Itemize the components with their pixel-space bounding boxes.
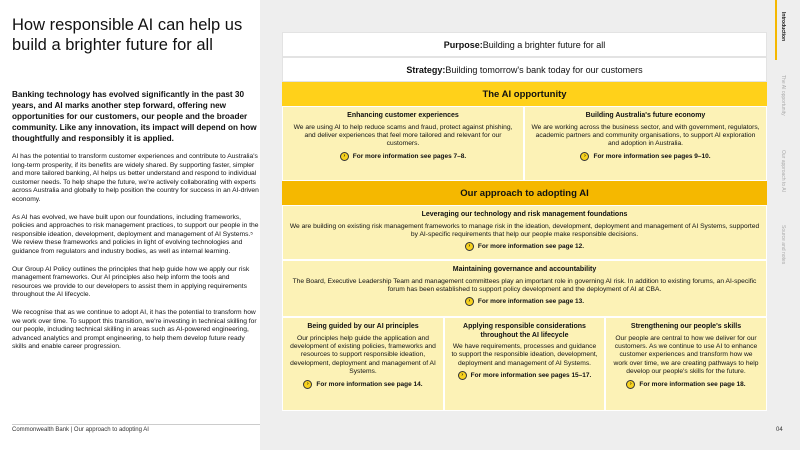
more-info-link[interactable] — [289, 297, 760, 306]
opportunity-card — [282, 106, 524, 181]
more-info-text: For more information see pages 9–10. — [593, 152, 711, 160]
card-title: Leveraging our technology and risk management foundations — [421, 211, 628, 218]
purpose-label: Purpose: — [443, 39, 483, 50]
more-info-text: For more information see page 12. — [477, 243, 585, 251]
body-paragraph: We recognise that as we continue to adopt AI, it has the potential to transform how we work over time. To support this transition, we're investing in technical skilling for our people, including technical skilling in areas such as AI-powered engineering, advanced analytics and prompt engineering, to help them develop future ready skills and enable career progression. — [12, 308, 257, 351]
lifecycle-card — [444, 317, 605, 411]
card-body: The Board, Executive Leadership Team and management committees play an important role in governing AI risk. In addition to existing forums, an AI-specific forum has been established to support policy development and the deployment of AI at CBA. — [292, 277, 757, 293]
governance-card — [282, 260, 767, 317]
card-title: Building Australia's future economy — [585, 112, 706, 119]
strategy-text: Building tomorrow's bank today for our customers — [445, 64, 643, 75]
tab-source-notes[interactable]: Source and notes — [780, 225, 786, 265]
tab-approach[interactable]: Our approach to AI — [780, 150, 786, 192]
more-info-text: For more information see pages 15–17. — [470, 372, 592, 380]
tab-introduction[interactable]: Introduction — [780, 12, 786, 42]
purpose-text: Building a brighter future for all — [482, 39, 606, 50]
body-paragraph: As AI has evolved, we have built upon our foundations, including frameworks, policies and approaches to risk management practices, to support our people in the responsible ideation, development, deployment and management of AI Systems.⁵ We review these frameworks and policies in light of evolving technologies and guidance from regulators and industry bodies, as well as internal learning. — [12, 213, 259, 255]
lead-paragraph: Banking technology has evolved significantly in the past 30 years, and AI marks another step forward, offering new opportunities for our customers, our people and the broader community. Like any innovation, its impact will depend on how thoughtfully and responsibly it is applied. — [12, 90, 257, 143]
opportunity-heading: The AI opportunity — [282, 82, 767, 106]
section-tabs — [775, 0, 800, 300]
left-column — [12, 0, 260, 352]
more-info-link[interactable] — [612, 380, 760, 389]
card-body: Our people are central to how we deliver for our customers. As we continue to use AI to enhance customer experiences and transform how we work over time, we are creating pathways to help develop our people's skills for the future. — [613, 334, 759, 376]
foundations-card — [282, 205, 767, 260]
body-paragraph: Our Group AI Policy outlines the principles that help guide how we apply our risk management frameworks. Our AI principles also help inform the tools and resources we provide to our developers to assist them in applying requirements throughout the AI lifecycle. — [12, 265, 250, 299]
card-title: Being guided by our AI principles — [307, 323, 419, 330]
arrow-right-icon: › — [580, 152, 589, 161]
card-body: We have requirements, processes and guidance to support the responsible ideation, development, deployment and management of AI Systems. — [451, 343, 598, 367]
card-body: Our principles help guide the application and development of existing policies, frameworks and resources to support responsible ideation, development, deployment and management of AI Systems. — [290, 334, 436, 376]
skills-card — [605, 317, 767, 411]
body-paragraph: AI has the potential to transform customer experiences and contribute to Australia's long-term prosperity, if its benefits are widely shared. By supporting faster, simpler and more tailored banking, AI helps us better understand and respond to individual customer needs. To help shape the future, we're actively collaborating with experts across Australia and globally to help position the country for success in an AI-driven economy. — [12, 153, 259, 203]
more-info-link[interactable] — [531, 152, 760, 161]
arrow-right-icon: › — [340, 152, 349, 161]
footer-text: Commonwealth Bank | Our approach to adopting AI — [12, 427, 149, 433]
card-title: Applying responsible considerations throughout the AI lifecycle — [463, 323, 586, 339]
principles-card — [282, 317, 444, 411]
card-title: Enhancing customer experiences — [347, 112, 459, 119]
approach-heading: Our approach to adopting AI — [282, 181, 767, 205]
more-info-link[interactable] — [451, 371, 598, 380]
strategy-label: Strategy: — [406, 64, 446, 75]
card-body: We are working across the business sector, and with government, regulators, academic partners and community organisations, to support AI exploration and adoption in Australia. — [531, 123, 760, 148]
more-info-text: For more information see pages 7–8. — [352, 152, 467, 160]
more-info-link[interactable] — [289, 242, 760, 251]
purpose-row — [282, 32, 767, 57]
card-body: We are building on existing risk management frameworks to manage risk in the ideation, development, deployment and management of AI Systems, supported by AI-specific requirements that help our people make responsible decisions. — [289, 222, 760, 238]
more-info-text: For more information see page 13. — [477, 298, 585, 306]
more-info-text: For more information see page 18. — [639, 380, 746, 388]
footer-divider — [12, 424, 260, 425]
arrow-right-icon: › — [303, 380, 312, 389]
tab-ai-opportunity[interactable]: The AI opportunity — [780, 75, 786, 116]
page-title: How responsible AI can help us build a brighter future for all — [12, 16, 243, 54]
active-tab-indicator — [775, 0, 777, 60]
page-number: 04 — [776, 427, 783, 433]
strategy-row — [282, 57, 767, 82]
more-info-text: For more information see page 14. — [316, 380, 423, 388]
arrow-right-icon: › — [458, 371, 467, 380]
more-info-link[interactable] — [289, 380, 437, 389]
card-title: Maintaining governance and accountability — [452, 266, 597, 273]
more-info-link[interactable] — [289, 152, 517, 161]
card-title: Strengthening our people's skills — [630, 323, 742, 330]
card-body: We are using AI to help reduce scams and fraud, protect against phishing, and deliver experiences that feel more tailored and relevant for our customers. — [293, 123, 513, 148]
arrow-right-icon: › — [465, 242, 474, 251]
arrow-right-icon: › — [465, 297, 474, 306]
opportunity-card — [524, 106, 767, 181]
arrow-right-icon: › — [626, 380, 635, 389]
